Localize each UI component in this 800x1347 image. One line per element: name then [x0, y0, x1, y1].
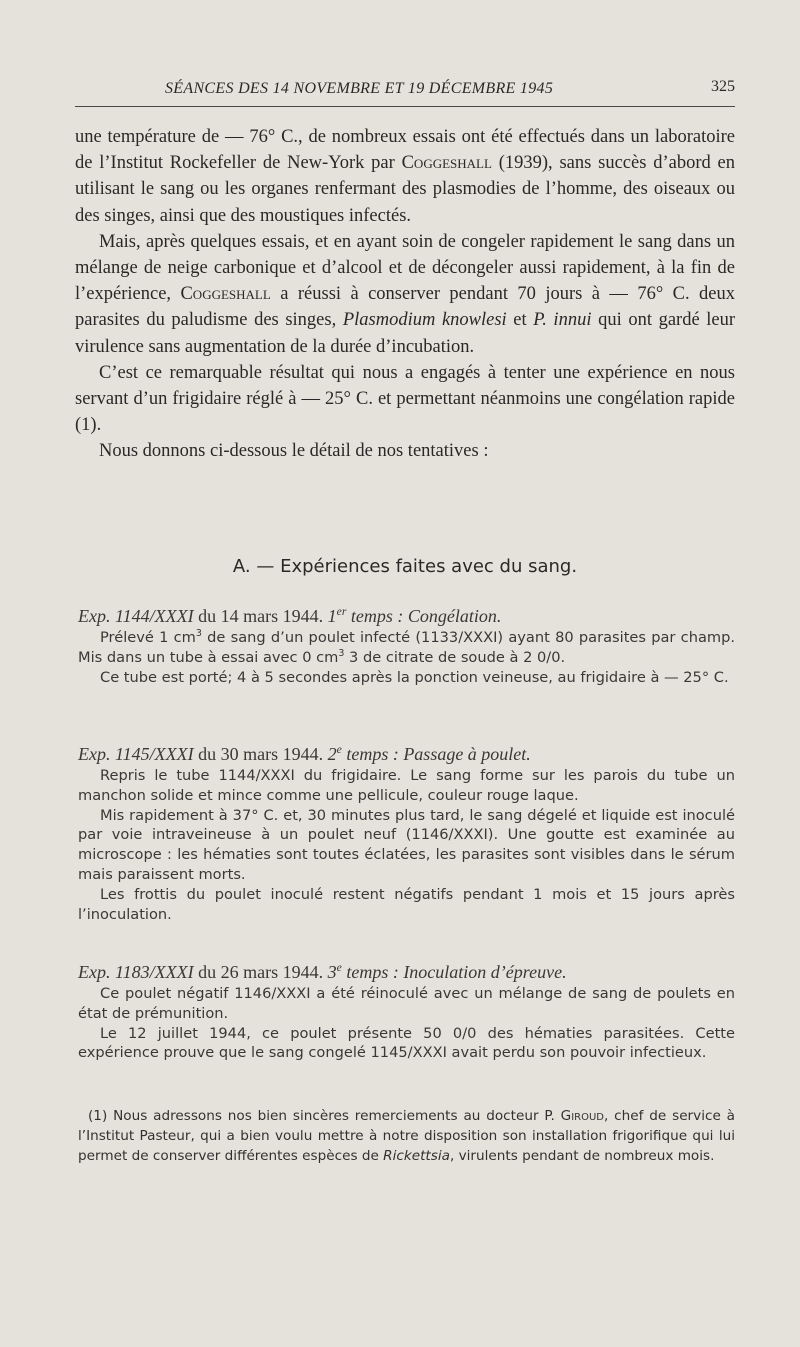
- experiment-paragraph: Prélevé 1 $cm^3$ de sang d’un poulet infecté (1133/XXXI) ayant 80 parasites par champ. Mis dans un tube à essai avec 0 $cm^3$ 3 de citrate de soude à 2 0/0.: [78, 628, 736, 666]
- experiment-paragraph: Les frottis du poulet inoculé restent négatifs pendant 1 mois et 15 jours après l’inoculation.: [78, 885, 735, 923]
- experiment-heading: Exp. 1145/XXXI du 30 mars 1944. 2e temps : Passage à poulet.: [78, 743, 531, 764]
- experiment-1145: [78, 742, 735, 924]
- experiment-paragraph: Ce tube est porté; 4 à 5 secondes après la ponction veineuse, au frigidaire à — 25° C.: [100, 668, 729, 686]
- species-name: Plasmodium knowlesi: [342, 310, 507, 331]
- experiment-1144: [78, 604, 735, 687]
- experiment-paragraph: Mis rapidement à 37° C. et, 30 minutes plus tard, le sang dégelé et liquide est inoculé par voie intraveineuse à un poulet neuf (1146/XXXI). Une goutte est examinée au microscope : les hématies sont toutes éclatées, les parasites sont visibles dans le sérum mais paraissent morts.: [78, 806, 735, 883]
- page-number: 325: [711, 78, 735, 95]
- species-name: P. innui: [533, 310, 592, 331]
- paragraph-1: une température de — 76° C., de nombreux essais ont été effectués dans un laboratoire de l’Institut Rockefeller de New-York par Coggeshall (1939), sans succès d’abord en utilisant le sang ou les organes renfermant des plasmodies de l’homme, des oiseaux ou des singes, ainsi que des moustiques infectés.: [75, 127, 735, 226]
- footnote: [78, 1106, 735, 1166]
- paragraph-4: Nous donnons ci-dessous le détail de nos tentatives :: [99, 441, 489, 462]
- genus-name: Rickettsia: [383, 1148, 450, 1164]
- experiment-1183: [78, 960, 735, 1063]
- page-header: [75, 76, 735, 107]
- experiment-paragraph: Repris le tube 1144/XXXI du frigidaire. Le sang forme sur les parois du tube un manchon solide et mince comme une pellicule, couleur rouge laque.: [78, 767, 735, 804]
- experiment-heading: Exp. 1183/XXXI du 26 mars 1944. 3e temps : Inoculation d’épreuve.: [78, 961, 567, 982]
- author-name: Coggeshall: [180, 284, 271, 305]
- footnote-text: (1) Nous adressons nos bien sincères remerciements au docteur P. Giroud, chef de service à l’Institut Pasteur, qui a bien voulu mettre à notre disposition son installation frigorifique qui lui permet de conserver différentes espèces de Rickettsia, virulents pendant de nombreux mois.: [78, 1108, 735, 1164]
- paragraph-3: C’est ce remarquable résultat qui nous a engagés à tenter une expérience en nous servant d’un frigidaire réglé à — 25° C. et permettant néanmoins une congélation rapide (1).: [75, 362, 735, 436]
- section-title: A. — Expériences faites avec du sang.: [232, 556, 578, 577]
- main-text: [75, 124, 735, 465]
- experiment-paragraph: Ce poulet négatif 1146/XXXI a été réinoculé avec un mélange de sang de poulets en état de prémunition.: [78, 985, 735, 1022]
- experiment-paragraph: Le 12 juillet 1944, ce poulet présente 50 0/0 des hématies parasitées. Cette expérience prouve que le sang congelé 1145/XXXI avait perdu son pouvoir infectieux.: [78, 1024, 735, 1062]
- paragraph-2: Mais, après quelques essais, et en ayant soin de congeler rapidement le sang dans un mélange de neige carbonique et d’alcool et de décongeler aussi rapidement, à la fin de l’expérience, Coggeshall a réussi à conserver pendant 70 jours à — 76° C. deux parasites du paludisme des singes, Plasmodium knowlesi et P. innui qui ont gardé leur virulence sans augmentation de la durée d’incubation.: [75, 231, 736, 357]
- author-name: Giroud: [560, 1108, 604, 1124]
- running-head: SÉANCES DES 14 NOVEMBRE ET 19 DÉCEMBRE 1945: [165, 80, 554, 97]
- experiment-heading: Exp. 1144/XXXI du 14 mars 1944. 1er temps : Congélation.: [78, 605, 502, 626]
- author-name: Coggeshall: [401, 153, 492, 174]
